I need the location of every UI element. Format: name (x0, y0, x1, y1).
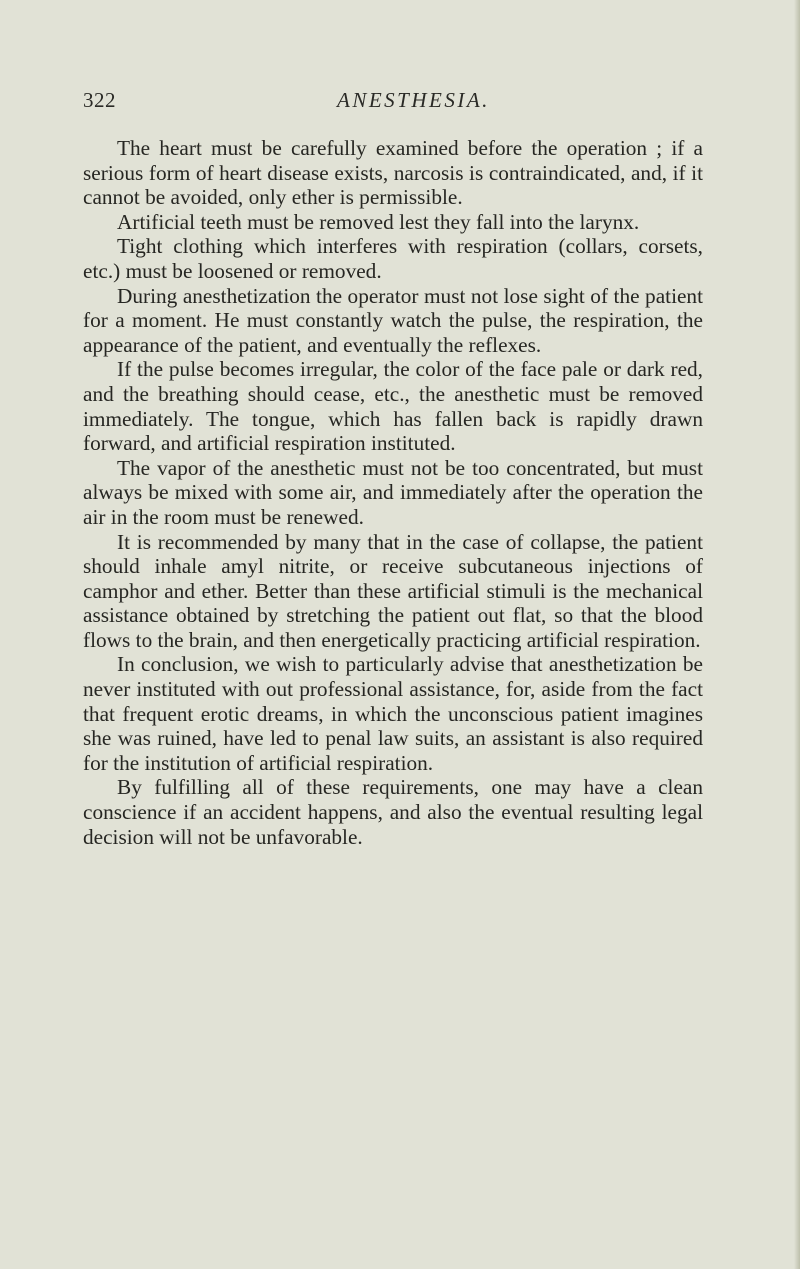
running-title: ANESTHESIA. (337, 88, 490, 112)
paragraph-artificial-teeth: Artificial teeth must be removed lest they fall into the larynx. (117, 209, 640, 234)
paragraph-tight-clothing: Tight clothing which interferes with respiration (collars, corsets, etc.) must be loosened or removed. (83, 234, 703, 283)
paragraph-conclusion: In conclusion, we wish to particularly advise that anesthetization be never instituted with out professional assistance, for, aside from the fact that frequent erotic dreams, in which the unconscious patient imagines she was ruined, have led to penal law suits, an assistant is also required for the institution of artificial respiration. (83, 652, 703, 775)
paragraph-collapse: It is recommended by many that in the case of collapse, the patient should inhale amyl nitrite, or receive subcutaneous injections of camphor and ether. Better than these artificial stimuli is the mechanical assistance obtained by stretching the patient out flat, so that the blood flows to the brain, and then energetically practicing artificial respiration. (83, 529, 703, 652)
page-header (83, 88, 703, 118)
page-number: 322 (83, 88, 116, 112)
paragraph-vapor: The vapor of the anesthetic must not be too concentrated, but must always be mixed with some air, and immediately after the operation the air in the room must be renewed. (83, 455, 703, 529)
paragraph-requirements: By fulfilling all of these requirements, one may have a clean conscience if an accident happens, and also the eventual resulting legal decision will not be unfavorable. (83, 775, 703, 849)
paragraph-heart-examination: The heart must be carefully examined before the operation ; if a serious form of heart disease exists, narcosis is contraindicated, and, if it cannot be avoided, only ether is permissible. (83, 136, 703, 210)
paragraph-irregular-pulse: If the pulse becomes irregular, the color of the face pale or dark red, and the breathing should cease, etc., the anesthetic must be removed immediately. The tongue, which has fallen back is rapidly drawn forward, and artificial respiration instituted. (83, 357, 703, 456)
body-text (83, 136, 703, 849)
paragraph-observation: During anesthetization the operator must not lose sight of the patient for a moment. He must constantly watch the pulse, the respiration, the appearance of the patient, and eventually the reflexes. (83, 283, 703, 357)
page-edge-shadow (794, 0, 800, 1269)
